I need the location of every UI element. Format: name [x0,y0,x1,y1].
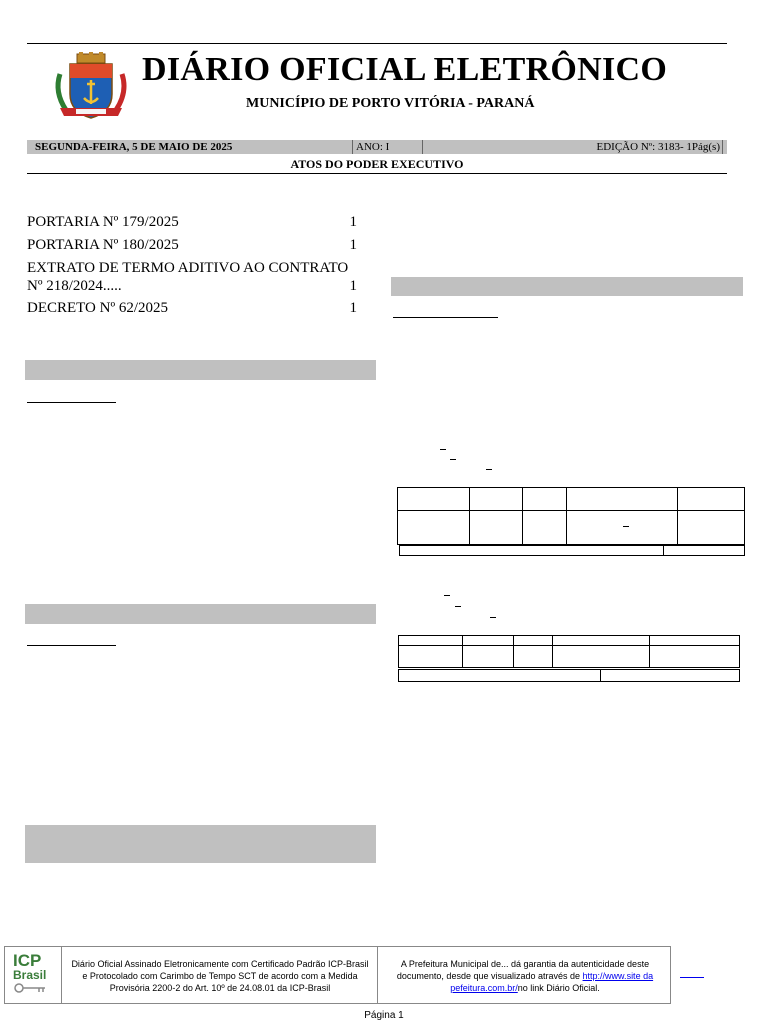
table-cell [567,511,678,545]
toc-item-page: 1 [349,237,357,253]
contract-table [398,635,740,668]
section-rule [27,173,727,174]
icp-logo-text: ICP [13,951,42,970]
coat-of-arms-icon [50,52,132,124]
toc-item-label: EXTRATO DE TERMO ADITIVO AO CONTRATO [27,260,349,276]
page-subtitle: MUNICÍPIO DE PORTO VITÓRIA - PARANÁ [246,96,535,111]
info-bar-divider [422,140,423,154]
icp-brasil-logo [13,953,57,997]
table-cell [678,511,745,545]
table-cell [513,636,552,646]
edition-number: EDIÇÃO Nº: 3183- 1Pág(s) [596,141,720,153]
table-cell [399,670,601,682]
toc-item-label: DECRETO Nº 62/2025 [27,300,169,316]
table-cell [567,488,678,511]
table-cell [399,636,463,646]
contract-table [397,487,745,545]
toc-item-page: 1 [349,300,357,316]
toc-item[interactable] [27,213,357,231]
table-cell [463,646,514,668]
authenticity-text: no link Diário Oficial. [517,983,600,993]
section-title: ATOS DO PODER EXECUTIVO [290,157,464,171]
authenticity-text: A Prefeitura Municipal de... dá garantia da autenticidade deste documento, desde que visualizado através de [396,959,650,981]
dash-mark [623,526,629,527]
key-icon [13,982,49,994]
act-signature-line [393,317,498,318]
toc-item[interactable] [27,259,357,295]
toc-item-page: 1 [349,214,357,230]
toc-item-label: PORTARIA Nº 179/2025 [27,214,179,230]
top-rule [27,43,727,44]
table-cell [678,488,745,511]
table-cell [600,670,739,682]
info-bar-divider [352,140,353,154]
coat-of-arms-logo [50,52,132,124]
publication-date: SEGUNDA-FEIRA, 5 DE MAIO DE 2025 [35,141,233,153]
act-heading-band [25,360,376,380]
page-number: Página 1 [364,1010,404,1021]
table-cell [399,646,463,668]
footer-link-stub[interactable] [680,977,704,978]
table-cell [400,546,664,556]
footer-divider [61,947,62,1003]
act-heading-band [25,825,376,863]
contract-table-total [398,669,740,682]
dash-mark [444,595,450,596]
table-cell [398,488,470,511]
page-title: DIÁRIO OFICIAL ELETRÔNICO [142,51,668,88]
table-cell [469,511,523,545]
dash-mark [486,469,492,470]
table-cell [463,636,514,646]
table-cell [523,488,567,511]
publication-year: ANO: I [356,141,390,153]
dash-mark [450,459,456,460]
act-heading-band [25,604,376,624]
info-bar-divider [722,140,723,154]
dash-mark [455,606,461,607]
dash-mark [490,617,496,618]
toc-item-page: 1 [349,278,357,294]
icp-logo-text: Brasil [13,968,47,982]
authenticity-link[interactable]: http://www.site da pefeitura.com.br/ [450,971,654,993]
table-cell [552,636,649,646]
dash-mark [440,449,446,450]
table-cell [523,511,567,545]
toc-item-label: Nº 218/2024..... [27,278,122,294]
table-cell [513,646,552,668]
table-cell [664,546,745,556]
toc-item-label: PORTARIA Nº 180/2025 [27,237,179,253]
contract-table-total [399,545,745,556]
act-signature-line [27,402,116,403]
toc-item[interactable] [27,299,357,317]
act-heading-band [391,277,743,296]
footer-authenticity-text [383,958,667,994]
table-cell [469,488,523,511]
table-cell [649,646,739,668]
toc-item[interactable] [27,236,357,254]
footer-certification-text: Diário Oficial Assinado Eletronicamente com Certificado Padrão ICP-Brasil e Protocolado com Carimbo de Tempo SCT de acordo com a Medida Provisória 2200-2 do Art. 10º de 24.08.01 da ICP-Brasil [71,959,369,993]
footer-divider [377,947,378,1003]
table-cell [552,646,649,668]
footer-certification [4,946,671,1004]
table-cell [398,511,470,545]
table-cell [649,636,739,646]
act-signature-line [27,645,116,646]
